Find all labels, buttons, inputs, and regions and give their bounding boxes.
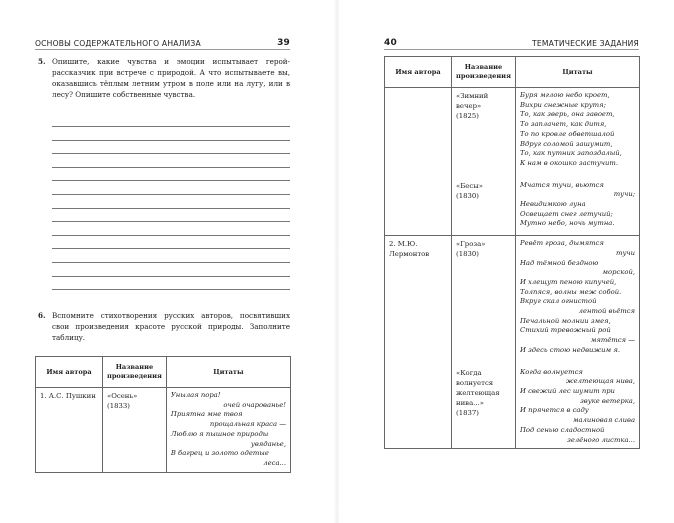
quote-line: Мутно небо, ночь мутна.	[520, 219, 615, 228]
title-cell	[452, 88, 516, 172]
answer-line[interactable]	[52, 153, 290, 154]
author-cell	[385, 88, 452, 236]
quote-line: желтеющая нива,	[565, 377, 635, 386]
answer-lines[interactable]	[52, 126, 290, 303]
poem-year: (1830)	[456, 191, 479, 200]
page-number: 40	[384, 38, 397, 48]
title-cell	[452, 172, 516, 236]
quote-line: малиновая слива	[572, 416, 635, 425]
quote-line: Стихий тревожный рой	[520, 326, 611, 335]
table-header-row	[36, 357, 291, 388]
poem-year: (1825)	[456, 112, 479, 120]
quote-line: тучи;	[613, 190, 635, 199]
quote-line: Под сенью сладостной	[520, 425, 605, 434]
task-text: Опишите, какие чувства и эмоции испытывает герой-рассказчик при встрече с природой. А что испытываете вы, оказавшись тёплым летним утром в поле или на лугу, или в лесу? Опишите собственные чувства.	[52, 57, 290, 99]
quote-line: мятётся —	[590, 336, 635, 345]
header-quotes: Цитаты	[166, 357, 290, 388]
poem-title: «Бесы»	[456, 181, 483, 190]
header-title: Название произведения	[452, 57, 516, 88]
quote-line: Буря мглою небо кроет,	[520, 91, 610, 99]
quote-line: Вдруг соломой зашумит,	[520, 139, 613, 148]
author-cell: 2. М.Ю. Лермонтов	[385, 236, 452, 449]
page-number: 39	[277, 38, 290, 48]
task-number: 6.	[38, 311, 46, 320]
quote-line: звуке ветерка,	[580, 396, 635, 405]
table-row	[385, 236, 640, 359]
poem-title: «Зимний вечер»	[456, 92, 489, 110]
quote-line: Над тёмной бездною	[520, 258, 599, 267]
quote-line: морской,	[602, 268, 635, 277]
quote-line: Вкруг скал огнистой	[520, 297, 597, 306]
header-author: Имя автора	[36, 357, 103, 388]
answer-line[interactable]	[52, 235, 290, 236]
quote-line: тучи	[616, 248, 635, 257]
right-page	[337, 0, 674, 523]
poem-year: (1837)	[456, 408, 479, 417]
quote-line: То, как путник запоздалый,	[520, 149, 622, 158]
quote-line: зелёного листка...	[567, 435, 635, 444]
task-6	[38, 310, 290, 343]
table-row	[385, 88, 640, 172]
poem-title: «Гроза»	[456, 240, 486, 249]
poem-year: (1833)	[107, 402, 130, 410]
quote-line: И здесь стою недвижим я.	[520, 345, 620, 354]
title-cell	[103, 388, 167, 473]
quote-line: Печальной молнии змея,	[520, 316, 611, 325]
header-title: Название произведения	[103, 357, 167, 388]
quote-cell	[516, 236, 640, 359]
quote-line: И свежий лес шумит при	[520, 386, 615, 395]
answer-line[interactable]	[52, 289, 290, 290]
quote-line: увяданье,	[250, 439, 286, 448]
poem-year: (1830)	[456, 250, 479, 259]
author-cell: 1. А.С. Пушкин	[36, 388, 103, 473]
running-head	[384, 36, 639, 50]
quote-line: И хлещут пеною кипучей,	[520, 277, 617, 286]
answer-line[interactable]	[52, 248, 290, 249]
quote-line: Невидимкою луна	[520, 200, 586, 209]
quote-line: То заплачет, как дитя,	[520, 120, 607, 129]
quote-line: То по кровле обветшалой	[520, 129, 615, 138]
header-quotes: Цитаты	[516, 57, 640, 88]
quote-cell	[516, 359, 640, 449]
answer-line[interactable]	[52, 276, 290, 277]
quote-line: В багрец и золото одетые	[170, 449, 269, 458]
answer-line[interactable]	[52, 140, 290, 141]
table-header-row	[385, 57, 640, 88]
task-text: Вспомните стихотворения русских авторов, посвятивших свои произведения красоте русской природы. Заполните таблицу.	[52, 311, 290, 342]
quote-line: очей очарованье!	[223, 400, 286, 409]
quote-line: Освещает снег летучий;	[520, 209, 613, 218]
answer-line[interactable]	[52, 262, 290, 263]
task-number: 5.	[38, 57, 46, 66]
quote-line: Приятна мне твоя	[170, 410, 243, 419]
quote-line: К нам в окошко застучит.	[520, 158, 619, 167]
quote-cell	[166, 388, 290, 473]
poems-table-right	[384, 56, 640, 449]
quote-line: Ревёт гроза, дымятся	[520, 239, 604, 248]
answer-line[interactable]	[52, 221, 290, 222]
answer-line[interactable]	[52, 194, 290, 195]
quote-cell	[516, 88, 640, 172]
quote-line: Когда волнуется	[520, 367, 583, 376]
task-5	[38, 56, 290, 100]
quote-line: Люблю я пышное природы	[170, 429, 269, 438]
title-cell	[452, 359, 516, 449]
table-row	[36, 388, 291, 473]
title-cell	[452, 236, 516, 359]
answer-line[interactable]	[52, 126, 290, 127]
quote-line: То, как зверь, она завоет,	[520, 110, 615, 119]
answer-line[interactable]	[52, 208, 290, 209]
running-head-title: ОСНОВЫ СОДЕРЖАТЕЛЬНОГО АНАЛИЗА	[35, 39, 201, 48]
quote-line: лентой вьётся	[578, 307, 635, 316]
quote-line: Толпяся, волны меж собой.	[520, 287, 622, 296]
running-head-title: ТЕМАТИЧЕСКИЕ ЗАДАНИЯ	[532, 39, 639, 48]
quote-line: И прячется в саду	[520, 406, 589, 415]
answer-line[interactable]	[52, 167, 290, 168]
quote-cell	[516, 172, 640, 236]
quote-line: Мчатся тучи, вьются	[520, 180, 604, 189]
answer-line[interactable]	[52, 180, 290, 181]
running-head	[35, 36, 290, 50]
quote-line: Унылая пора!	[170, 391, 221, 399]
poem-title: «Когда волнуется желтеющая нива...»	[456, 368, 500, 407]
quote-line: леса...	[263, 458, 286, 467]
quote-line: прощальная краса —	[209, 420, 286, 429]
poem-title: «Осень»	[107, 392, 138, 400]
header-author: Имя автора	[385, 57, 452, 88]
poems-table-left	[35, 356, 291, 473]
quote-line: Вихри снежные крутя;	[520, 100, 606, 109]
